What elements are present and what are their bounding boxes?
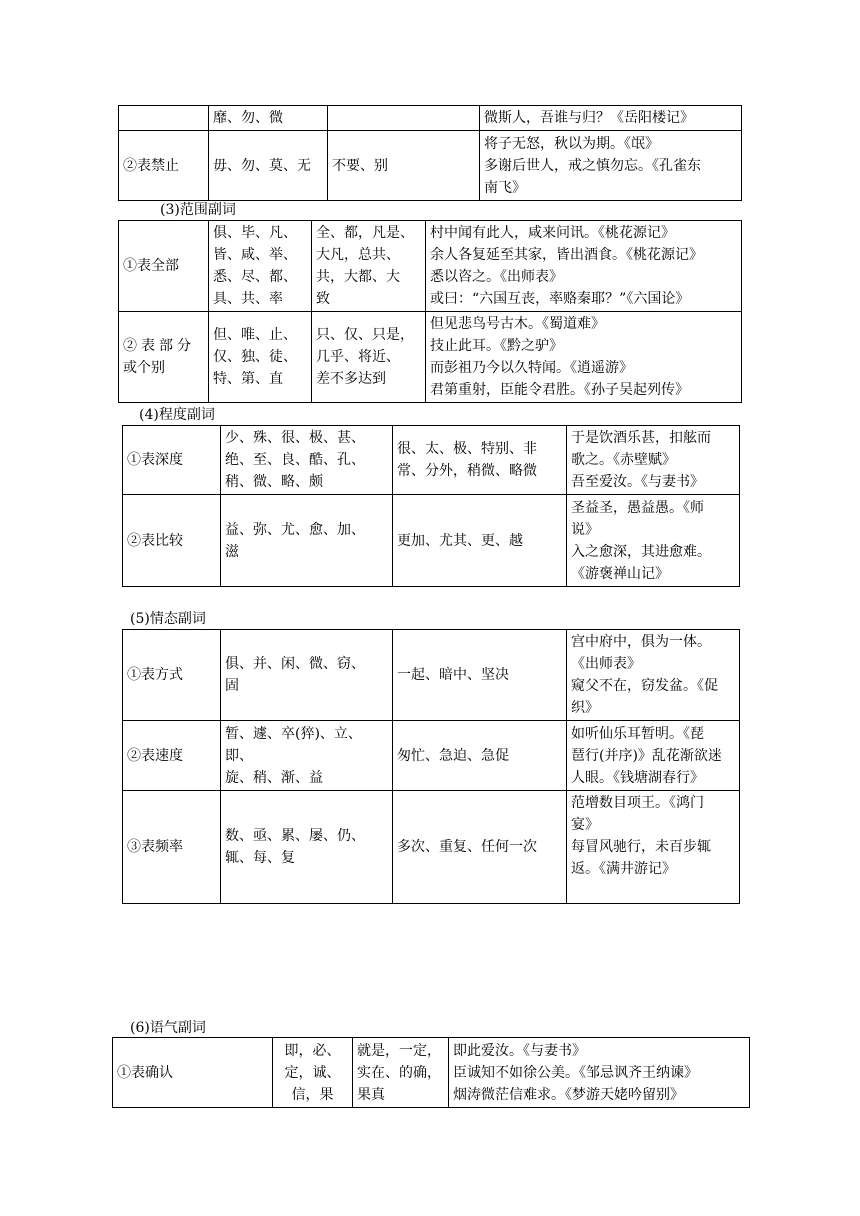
- words-cell: 毋、勿、莫、无: [209, 131, 328, 201]
- section-heading: (5)情态副词: [130, 611, 206, 627]
- table-row: [119, 312, 742, 403]
- category-cell: ②表禁止: [119, 131, 209, 201]
- word-line: 悉、尽、都、: [213, 269, 297, 285]
- meaning-cell: 一起、暗中、坚决: [393, 630, 567, 721]
- words-cell: [221, 426, 393, 495]
- example-line: 君第重射，臣能令君胜。《孙子吴起列传》: [430, 382, 689, 398]
- words-cell: [273, 1038, 353, 1108]
- example-line: 技止此耳。《黔之驴》: [430, 338, 563, 354]
- meaning-line: 常、分外，稍微、略微: [397, 463, 537, 479]
- table-row: [119, 106, 742, 131]
- example-cell: [567, 791, 740, 904]
- word-line: 固: [225, 678, 239, 694]
- section-heading: (4)程度副词: [139, 407, 215, 423]
- word-line: 绝、至、良、酷、孔、: [225, 452, 365, 468]
- words-cell: [221, 721, 393, 791]
- word-line: 滋: [225, 543, 239, 560]
- words-cell: 靡、勿、微: [209, 106, 328, 131]
- category-cell: ①表方式: [123, 630, 221, 721]
- example-line: 吾至爱汝。《与妻书》: [571, 474, 704, 490]
- meaning-cell: [353, 1038, 449, 1108]
- meaning-line: 共，大都、大: [316, 269, 400, 285]
- table-row: [119, 131, 742, 201]
- degree-adverb-table: [122, 425, 740, 587]
- example-line: 范增数目项王。《鸿门: [571, 795, 704, 811]
- example-cell: [426, 221, 742, 312]
- category-cell: [119, 106, 209, 131]
- word-line: 辄、每、复: [225, 850, 295, 866]
- meaning-cell: 更加、尤其、更、越: [393, 495, 567, 587]
- words-cell: [221, 791, 393, 904]
- example-line: 而彭祖乃今以久特闻。《逍遥游》: [430, 360, 633, 376]
- example-line: 窥父不在，窃发盆。《促: [571, 678, 718, 694]
- word-line: 暂、遽、卒(猝)、立、即、: [225, 725, 362, 764]
- meaning-line: 只、仅、只是，: [316, 327, 414, 343]
- example-line: 琶行(并序)》乱花渐欲迷: [571, 747, 722, 764]
- meaning-line: 几乎、将近、: [316, 349, 400, 365]
- example-line: 宴》: [571, 817, 599, 833]
- example-line: 将子无怒，秋以为期。《氓》: [484, 135, 659, 152]
- meaning-cell: [393, 426, 567, 495]
- category-cell: ③表频率: [123, 791, 221, 904]
- negation-adverb-table: [118, 105, 742, 201]
- word-line: 具、共、率: [213, 291, 283, 307]
- words-cell: [209, 312, 312, 403]
- example-line: 宫中府中，俱为一体。: [571, 634, 711, 650]
- category-cell: ②表比较: [123, 495, 221, 587]
- example-cell: [449, 1038, 750, 1108]
- example-line: 悉以咨之。《出师表》: [430, 269, 563, 285]
- example-line: 于是饮酒乐甚，扣舷而: [571, 430, 711, 446]
- category-line: ②表部分: [123, 338, 195, 354]
- table-row: [123, 426, 740, 495]
- words-cell: [221, 630, 393, 721]
- example-line: 说》: [571, 521, 599, 538]
- example-line: 南飞》: [484, 179, 526, 196]
- category-cell: ②表速度: [123, 721, 221, 791]
- example-cell: [426, 312, 742, 403]
- example-cell: 微斯人，吾谁与归？《岳阳楼记》: [480, 106, 742, 131]
- table-row: [123, 791, 740, 904]
- mood-adverb-table: [112, 1037, 750, 1108]
- example-line: 入之愈深，其进愈难。: [571, 543, 711, 560]
- category-cell: ①表深度: [123, 426, 221, 495]
- word-line: 旋、稍、渐、益: [225, 769, 323, 786]
- word-line: 益、弥、尤、愈、加、: [225, 521, 365, 538]
- words-cell: [209, 221, 312, 312]
- table-row: [119, 221, 742, 312]
- word-line: 俱、并、闲、微、窃、: [225, 656, 365, 672]
- example-cell: [480, 131, 742, 201]
- category-cell: ①表全部: [119, 221, 209, 312]
- example-line: 多谢后世人，戒之慎勿忘。《孔雀东: [484, 157, 701, 174]
- word-line: 特、第、直: [213, 371, 283, 387]
- words-cell: [221, 495, 393, 587]
- example-line: 或曰：“六国互丧，率赂秦耶？”《六国论》: [430, 291, 690, 307]
- word-line: 少、殊、很、极、甚、: [225, 430, 365, 446]
- example-line: 《出师表》: [571, 656, 641, 672]
- meaning-cell: 匆忙、急迫、急促: [393, 721, 567, 791]
- word-line: 皆、咸、举、: [213, 247, 297, 263]
- meaning-cell: [312, 312, 426, 403]
- manner-adverb-table: [122, 629, 740, 904]
- category-line: 或个别: [123, 360, 165, 376]
- meaning-line: 全、都，凡是、: [316, 225, 414, 241]
- example-line: 织》: [571, 700, 599, 716]
- example-cell: [567, 426, 740, 495]
- example-line: 每冒风驰行，未百步辄: [571, 839, 711, 855]
- section-heading: (6)语气副词: [130, 1020, 206, 1036]
- example-cell: [567, 721, 740, 791]
- example-cell: [567, 630, 740, 721]
- meaning-line: 大凡，总共、: [316, 247, 400, 263]
- meaning-line: 实在、的确，: [357, 1064, 441, 1081]
- example-line: 如听仙乐耳暂明。《琵: [571, 725, 704, 742]
- word-line: 稍、微、略、颇: [225, 474, 323, 490]
- example-line: 《游褒禅山记》: [571, 565, 669, 582]
- word-line: 仅、独、徒、: [213, 349, 297, 365]
- word-line: 但、唯、止、: [213, 327, 297, 343]
- table-row: [113, 1038, 750, 1108]
- example-line: 村中闻有此人，咸来问讯。《桃花源记》: [430, 225, 675, 241]
- meaning-line: 就是，一定，: [357, 1042, 441, 1059]
- word-line: 数、亟、累、屡、仍、: [225, 828, 365, 844]
- meaning-line: 很、太、极、特别、非: [397, 441, 537, 457]
- example-line: 烟涛微茫信难求。《梦游天姥吟留别》: [453, 1086, 684, 1103]
- category-cell: [119, 312, 209, 403]
- meaning-cell: [328, 106, 480, 131]
- example-line: 圣益圣，愚益愚。《师: [571, 499, 704, 516]
- meaning-line: 果真: [357, 1086, 385, 1103]
- word-line: 即，必、: [284, 1042, 341, 1059]
- meaning-cell: 多次、重复、任何一次: [393, 791, 567, 904]
- category-cell: ①表确认: [113, 1038, 273, 1108]
- example-line: 人眼。《钱塘湖春行》: [571, 769, 704, 786]
- meaning-cell: 不要、别: [328, 131, 480, 201]
- meaning-line: 差不多达到: [316, 371, 386, 387]
- scope-adverb-table: [118, 220, 742, 403]
- example-line: 余人各复延至其家，皆出酒食。《桃花源记》: [430, 247, 703, 263]
- example-line: 但见悲鸟号古木。《蜀道难》: [430, 316, 605, 332]
- example-line: 歌之。《赤壁赋》: [571, 452, 676, 468]
- example-cell: [567, 495, 740, 587]
- example-line: 臣诚知不如徐公美。《邹忌讽齐王纳谏》: [453, 1064, 698, 1081]
- word-line: 定，诚、: [284, 1064, 341, 1081]
- table-row: [123, 630, 740, 721]
- section-heading: (3)范围副词: [160, 202, 236, 218]
- example-line: 即此爱汝。《与妻书》: [453, 1042, 586, 1059]
- meaning-line: 致: [316, 291, 330, 307]
- meaning-cell: [312, 221, 426, 312]
- example-line: 返。《满井游记》: [571, 861, 676, 877]
- table-row: [123, 495, 740, 587]
- word-line: 俱、毕、凡、: [213, 225, 297, 241]
- table-row: [123, 721, 740, 791]
- word-line: 信，果: [291, 1086, 334, 1103]
